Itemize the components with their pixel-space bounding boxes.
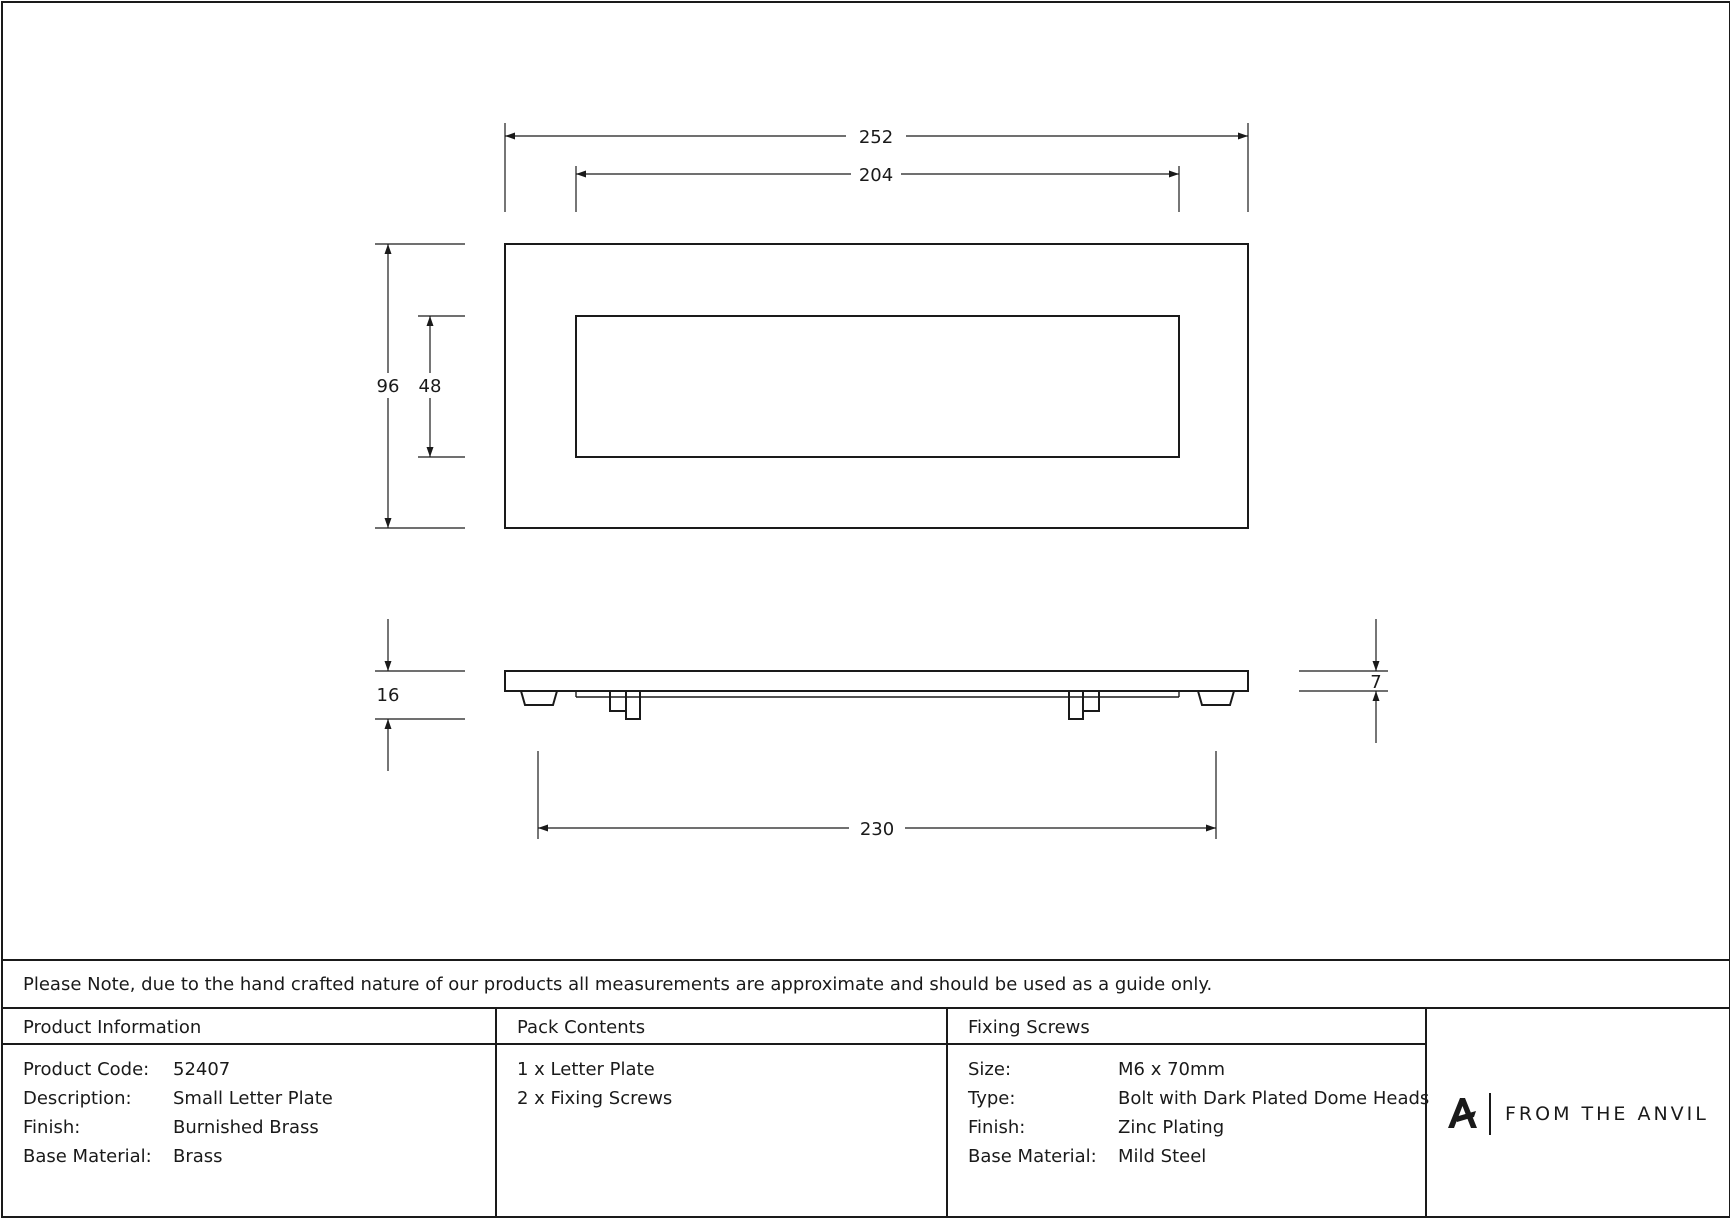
fixing-screws-header xyxy=(948,1009,1425,1045)
info-label: Base Material: xyxy=(23,1146,152,1167)
fixing-screws-heading: Fixing Screws xyxy=(968,1017,1090,1038)
pack-contents-panel xyxy=(497,1009,948,1216)
info-value: 52407 xyxy=(173,1059,231,1080)
screw-value: Zinc Plating xyxy=(1118,1117,1225,1138)
product-information-header xyxy=(3,1009,495,1045)
screw-label: Finish: xyxy=(968,1117,1026,1138)
screw-label: Size: xyxy=(968,1059,1012,1080)
product-information-heading: Product Information xyxy=(23,1017,202,1038)
overall-width-label: 252 xyxy=(858,127,894,148)
plate-outline xyxy=(505,244,1248,528)
technical-drawing xyxy=(3,3,1729,959)
drawing-sheet xyxy=(1,1,1730,1218)
info-label: Product Code: xyxy=(23,1059,150,1080)
measurement-note-row xyxy=(3,959,1729,1009)
fixing-centres-label: 230 xyxy=(859,819,895,840)
brand-name: FROM THE ANVIL xyxy=(1505,1103,1709,1125)
measurement-note: Please Note, due to the hand crafted nature of our products all measurements are approximate and should be used as a guide only. xyxy=(23,974,1213,995)
slot-height-label: 48 xyxy=(418,376,442,397)
screw-value: Mild Steel xyxy=(1118,1146,1207,1167)
brand-panel xyxy=(1427,1009,1729,1216)
pack-contents-heading: Pack Contents xyxy=(517,1017,646,1038)
pack-item: 1 x Letter Plate xyxy=(517,1059,655,1080)
screw-value: M6 x 70mm xyxy=(1118,1059,1226,1080)
thickness-label: 7 xyxy=(1370,672,1382,693)
screw-value: Bolt with Dark Plated Dome Heads xyxy=(1118,1088,1430,1109)
pack-item: 2 x Fixing Screws xyxy=(517,1088,673,1109)
depth-label: 16 xyxy=(376,685,400,706)
info-value: Burnished Brass xyxy=(173,1117,319,1138)
info-label: Description: xyxy=(23,1088,132,1109)
overall-height-label: 96 xyxy=(376,376,400,397)
screw-label: Type: xyxy=(968,1088,1016,1109)
screw-label: Base Material: xyxy=(968,1146,1097,1167)
anvil-a-logo-icon xyxy=(1446,1095,1480,1131)
product-information-panel xyxy=(3,1009,497,1216)
pack-contents-header xyxy=(497,1009,946,1045)
fixing-screws-panel xyxy=(948,1009,1430,1216)
slot-outline xyxy=(576,316,1179,457)
logo-divider xyxy=(1489,1093,1491,1135)
info-value: Small Letter Plate xyxy=(173,1088,333,1109)
slot-width-label: 204 xyxy=(858,165,894,186)
info-value: Brass xyxy=(173,1146,223,1167)
info-label: Finish: xyxy=(23,1117,81,1138)
plate-side-view xyxy=(505,671,1248,719)
